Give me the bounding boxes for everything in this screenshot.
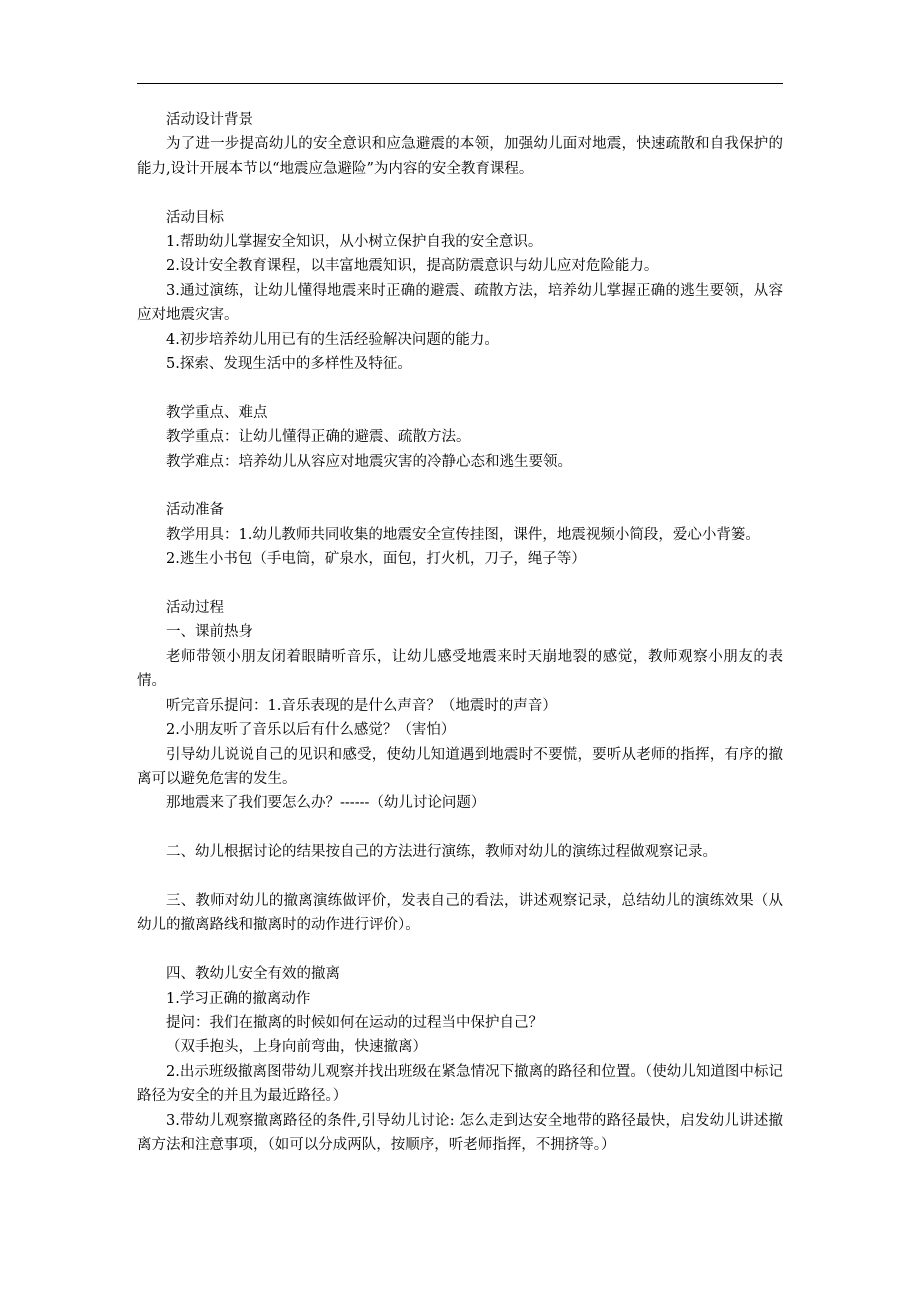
paragraph: 活动准备 <box>166 502 224 519</box>
paragraph: 2.设计安全教育课程，以丰富地震知识，提高防震意识与幼儿应对危险能力。 <box>166 258 659 275</box>
paragraph: 2.逃生小书包（手电筒，矿泉水，面包，打火机，刀子，绳子等） <box>166 551 586 568</box>
document-body <box>137 108 783 1157</box>
paragraph: 2.出示班级撤离图带幼儿观察并找出班级在紧急情况下撤离的路径和位置。（使幼儿知道图中标记路径为安全的并且为最近路径。） <box>137 1063 783 1105</box>
paragraph: 2.小朋友听了音乐以后有什么感觉？（害怕） <box>166 722 456 739</box>
blank-line <box>137 938 783 962</box>
paragraph: 教学难点：培养幼儿从容应对地震灾害的冷静心态和逃生要领。 <box>166 453 572 470</box>
paragraph: 3.带幼儿观察撤离路径的条件,引导幼儿讨论: 怎么走到达安全地带的路径最快，启发幼儿讲述撤离方法和注意事项，（如可以分成两队，按顺序，听老师指挥，不拥挤等。） <box>137 1112 783 1153</box>
paragraph: 1.帮助幼儿掌握安全知识，从小树立保护自我的安全意识。 <box>166 234 543 251</box>
paragraph: 三、教师对幼儿的撤离演练做评价，发表自己的看法，讲述观察记录，总结幼儿的演练效果（从幼儿的撤离路线和撤离时的动作进行评价）。 <box>137 892 783 934</box>
paragraph: 一、课前热身 <box>166 624 253 641</box>
paragraph: （双手抱头，上身向前弯曲，快速撤离） <box>166 1039 427 1056</box>
paragraph: 活动目标 <box>166 209 224 226</box>
blank-line <box>137 376 783 400</box>
blank-line <box>137 572 783 596</box>
blank-line <box>137 865 783 889</box>
paragraph: 教学用具：1.幼儿教师共同收集的地震安全宣传挂图，课件，地震视频小简段，爱心小背篓。 <box>166 526 760 543</box>
paragraph: 二、幼儿根据讨论的结果按自己的方法进行演练，教师对幼儿的演练过程做观察记录。 <box>166 844 717 861</box>
paragraph: 活动设计背景 <box>166 112 253 128</box>
paragraph: 听完音乐提问：1.音乐表现的是什么声音？（地震时的声音） <box>166 697 557 714</box>
blank-line <box>137 816 783 840</box>
paragraph: 提问：我们在撤离的时候如何在运动的过程当中保护自己？ <box>166 1014 543 1031</box>
blank-line <box>137 474 783 498</box>
blank-line <box>137 181 783 205</box>
paragraph: 3.通过演练，让幼儿懂得地震来时正确的避震、疏散方法，培养幼儿掌握正确的逃生要领，从容应对地震灾害。 <box>137 282 783 324</box>
paragraph: 5.探索、发现生活中的多样性及特征。 <box>166 356 412 373</box>
paragraph: 1.学习正确的撤离动作 <box>166 990 311 1007</box>
paragraph: 教学重点、难点 <box>166 404 268 421</box>
header-rule <box>137 83 783 84</box>
paragraph: 活动过程 <box>166 600 224 617</box>
paragraph: 4.初步培养幼儿用已有的生活经验解决问题的能力。 <box>166 331 499 348</box>
paragraph: 引导幼儿说说自己的见识和感受，使幼儿知道遇到地震时不要慌，要听从老师的指挥，有序的撤离可以避免危害的发生。 <box>137 746 783 787</box>
paragraph: 老师带领小朋友闭着眼睛听音乐，让幼儿感受地震来时天崩地裂的感觉，教师观察小朋友的表情。 <box>137 648 783 690</box>
paragraph: 为了进一步提高幼儿的安全意识和应急避震的本领，加强幼儿面对地震，快速疏散和自我保护的能力,设计开展本节以“地震应急避险”为内容的安全教育课程。 <box>137 136 783 177</box>
paragraph: 教学重点：让幼儿懂得正确的避震、疏散方法。 <box>166 429 471 446</box>
paragraph: 那地震来了我们要怎么办？------（幼儿讨论问题） <box>166 795 486 812</box>
paragraph: 四、教幼儿安全有效的撤离 <box>166 966 340 983</box>
